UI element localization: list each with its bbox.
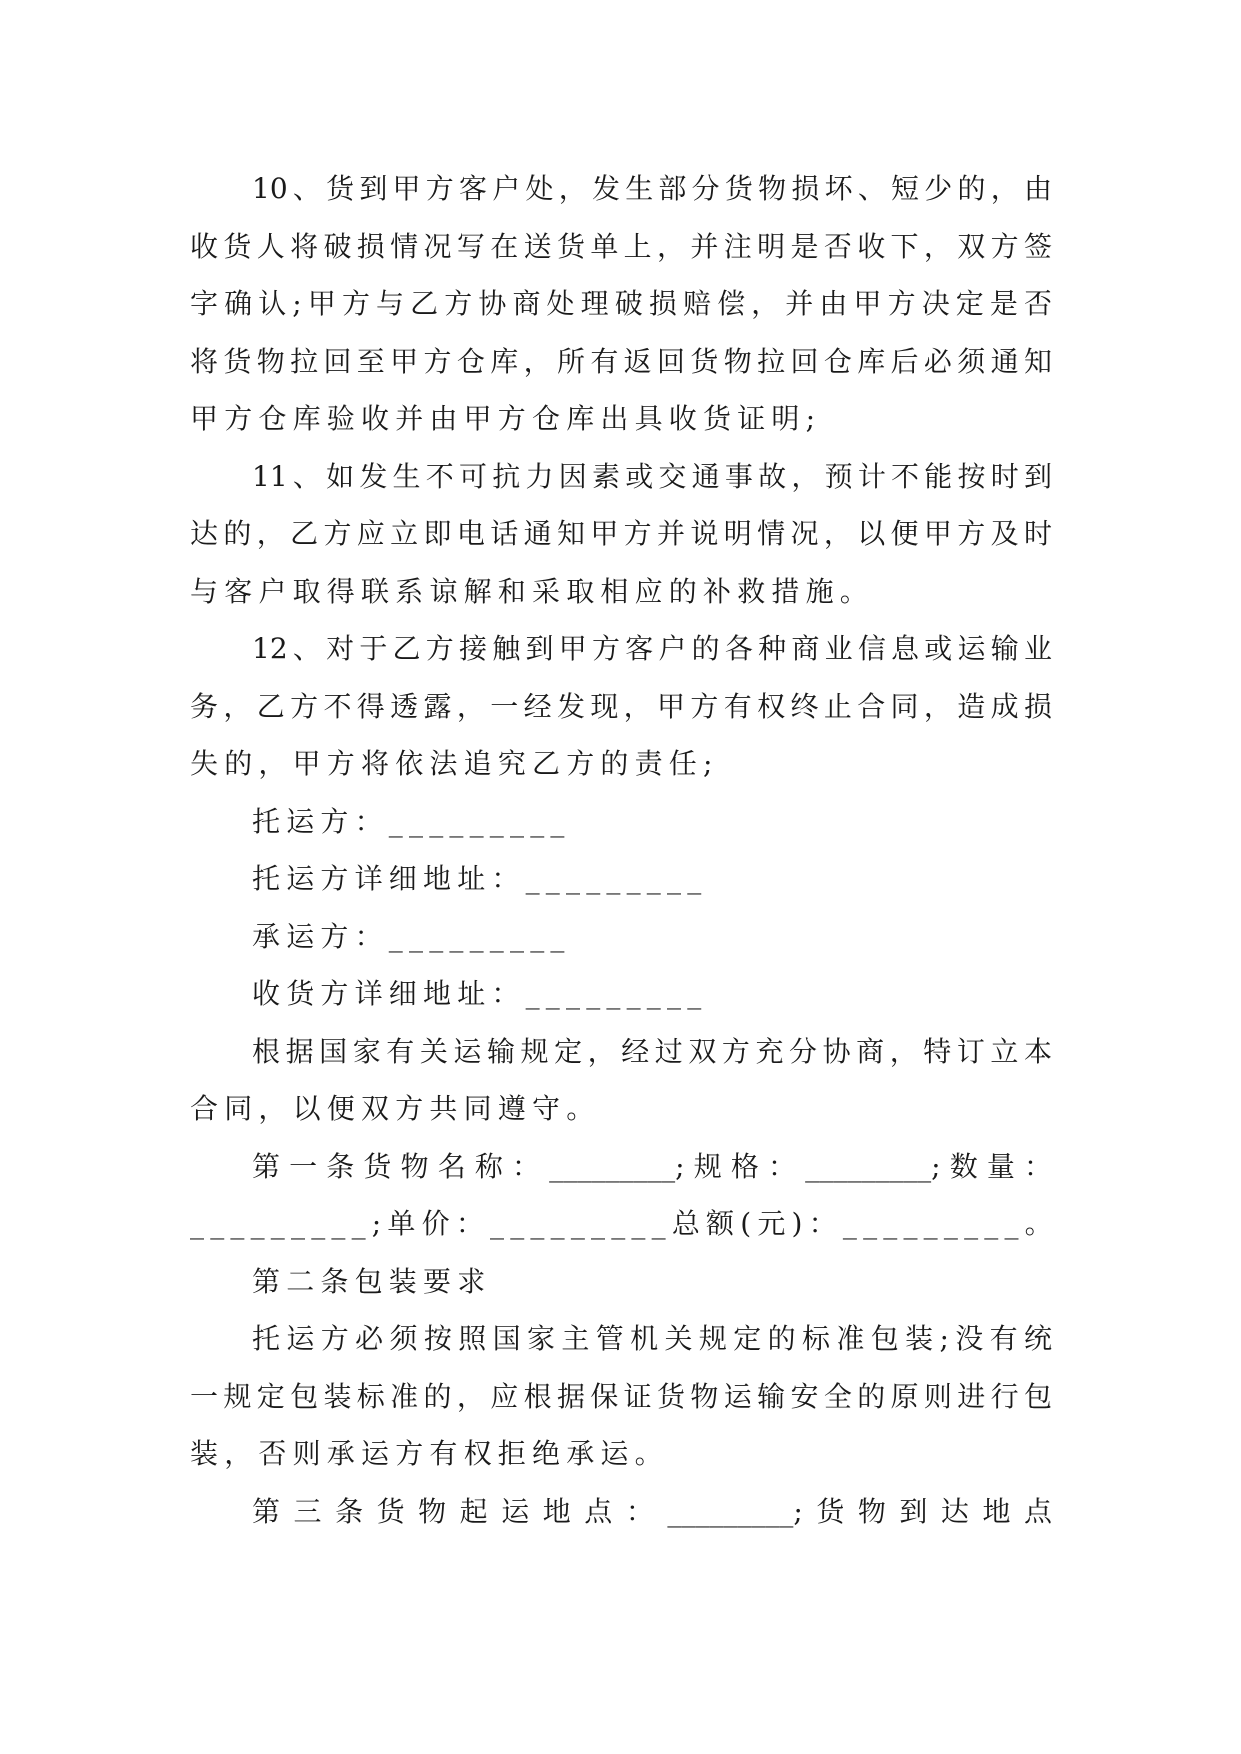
text-line: 字确认;甲方与乙方协商处理破损赔偿，并由甲方决定是否 [190,287,1052,320]
shipper-field: 托运方：_________ [252,804,571,838]
text-line: 托运方必须按照国家主管机关规定的标准包装;没有统 [252,1322,1052,1355]
consignee-address-field: 收货方详细地址：_________ [252,977,708,1010]
text-line: 11、如发生不可抗力因素或交通事故，预计不能按时到 [252,459,1052,493]
document-page [190,160,1059,1540]
text-line: 甲方仓库验收并由甲方仓库出具收货证明; [190,402,822,435]
text-line: 12、对于乙方接触到甲方客户的各种商业信息或运输业 [252,632,1052,665]
text-line: 合同，以便双方共同遵守。 [190,1092,601,1125]
text-line: 一规定包装标准的，应根据保证货物运输安全的原则进行包 [190,1379,1052,1413]
text-line: 根据国家有关运输规定，经过双方充分协商，特订立本 [252,1034,1052,1068]
article-1-line: 第一条货物名称：_________;规格：_________;数量： [252,1149,1052,1183]
text-line: 10、货到甲方客户处，发生部分货物损坏、短少的，由 [252,172,1052,205]
text-line: 失的，甲方将依法追究乙方的责任; [190,747,719,780]
text-line: 收货人将破损情况写在送货单上，并注明是否收下，双方签 [190,229,1052,263]
article-1-line: _________;单价：_________总额(元)：_________。 [190,1207,1059,1240]
text-line: 达的，乙方应立即电话通知甲方并说明情况，以便甲方及时 [190,517,1052,550]
text-line: 与客户取得联系谅解和采取相应的补救措施。 [190,574,875,608]
text-line: 装，否则承运方有权拒绝承运。 [190,1437,669,1470]
text-line: 将货物拉回至甲方仓库，所有返回货物拉回仓库后必须通知 [190,344,1052,378]
article-2-heading: 第二条包装要求 [252,1264,492,1298]
carrier-field: 承运方：_________ [252,919,571,953]
shipper-address-field: 托运方详细地址：_________ [252,862,708,895]
text-line: 务，乙方不得透露，一经发现，甲方有权终止合同，造成损 [190,689,1052,723]
article-3-line: 第三条货物起运地点：_________;货物到达地点 [252,1494,1052,1528]
